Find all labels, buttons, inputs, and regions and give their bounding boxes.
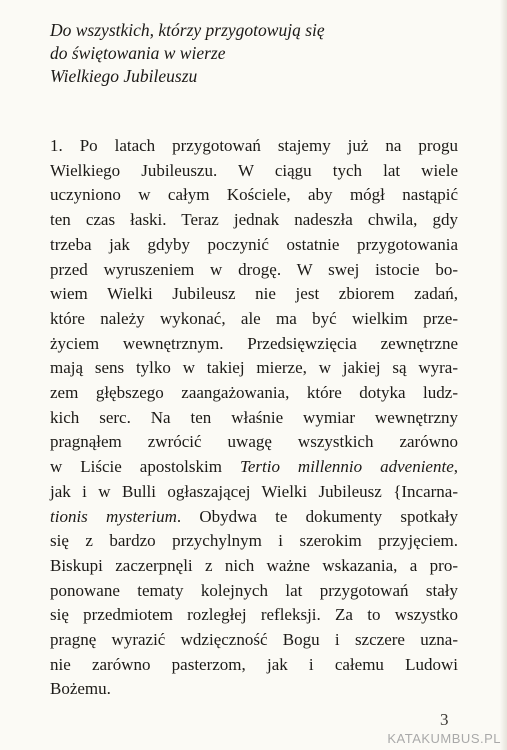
body-line: tionis mysterium. Obydwa te dokumenty spotkały (50, 506, 458, 526)
dedication-line: Do wszystkich, którzy przygotowują się (50, 20, 325, 40)
dedication-line: Wielkiego Jubileuszu (50, 66, 198, 86)
watermark: KATAKUMBUS.PL (387, 731, 501, 746)
body-line: w Liście apostolskim Tertio millennio adveniente, (50, 457, 458, 477)
body-line: kich serc. Na ten właśnie wymiar wewnętrzny (50, 407, 458, 427)
body-line: pragnę wyrazić wdzięczność Bogu i szczere uzna- (50, 630, 458, 650)
dedication (50, 19, 470, 88)
italic-title: tionis mysterium (50, 506, 177, 526)
page-number: 3 (440, 710, 449, 729)
page-edge-shadow (500, 0, 507, 750)
body-line: ponowane tematy kolejnych lat przygotowań stały (50, 580, 458, 600)
body-line: się przedmiotem rozległej refleksji. Za to wszystko (50, 605, 458, 625)
body-paragraph (50, 134, 458, 702)
body-line: Biskupi zaczerpnęli z nich ważne wskazania, a pro- (50, 555, 458, 575)
body-line: które należy wykonać, ale ma być wielkim prze- (50, 308, 458, 328)
body-line: wiem Wielki Jubileusz nie jest zbiorem zadań, (50, 284, 458, 304)
body-line: Bożemu. (50, 679, 111, 699)
body-line: uczyniono w całym Kościele, aby mógł nastąpić (50, 185, 458, 205)
italic-title: Tertio millennio adveniente (239, 457, 454, 477)
body-line: się z bardzo przychylnym i szerokim przyjęciem. (50, 531, 458, 551)
body-line: ten czas łaski. Teraz jednak nadeszła chwila, gdy (50, 210, 458, 230)
body-line: życiem wewnętrznym. Przedsięwzięcia zewnętrzne (50, 333, 458, 353)
body-line: trzeba jak gdyby poczynić ostatnie przygotowania (50, 234, 458, 254)
body-line: Wielkiego Jubileuszu. W ciągu tych lat wiele (50, 160, 458, 180)
body-line: zem głębszego zaangażowania, które dotyka ludz- (50, 383, 458, 403)
dedication-line: do świętowania w wierze (50, 43, 226, 63)
body-line: nie zarówno pasterzom, jak i całemu Ludowi (50, 654, 458, 674)
body-line: 1. Po latach przygotowań stajemy już na progu (50, 136, 458, 155)
body-line: jak i w Bulli ogłaszającej Wielki Jubileusz {Incarna- (50, 481, 458, 501)
body-line: przed wyruszeniem w drogę. W swej istocie bo- (50, 259, 458, 279)
body-line: mają sens tylko w takiej mierze, w jakiej są wyra- (50, 358, 458, 378)
body-line: pragnąłem zwrócić uwagę wszystkich zarówno (50, 432, 458, 452)
